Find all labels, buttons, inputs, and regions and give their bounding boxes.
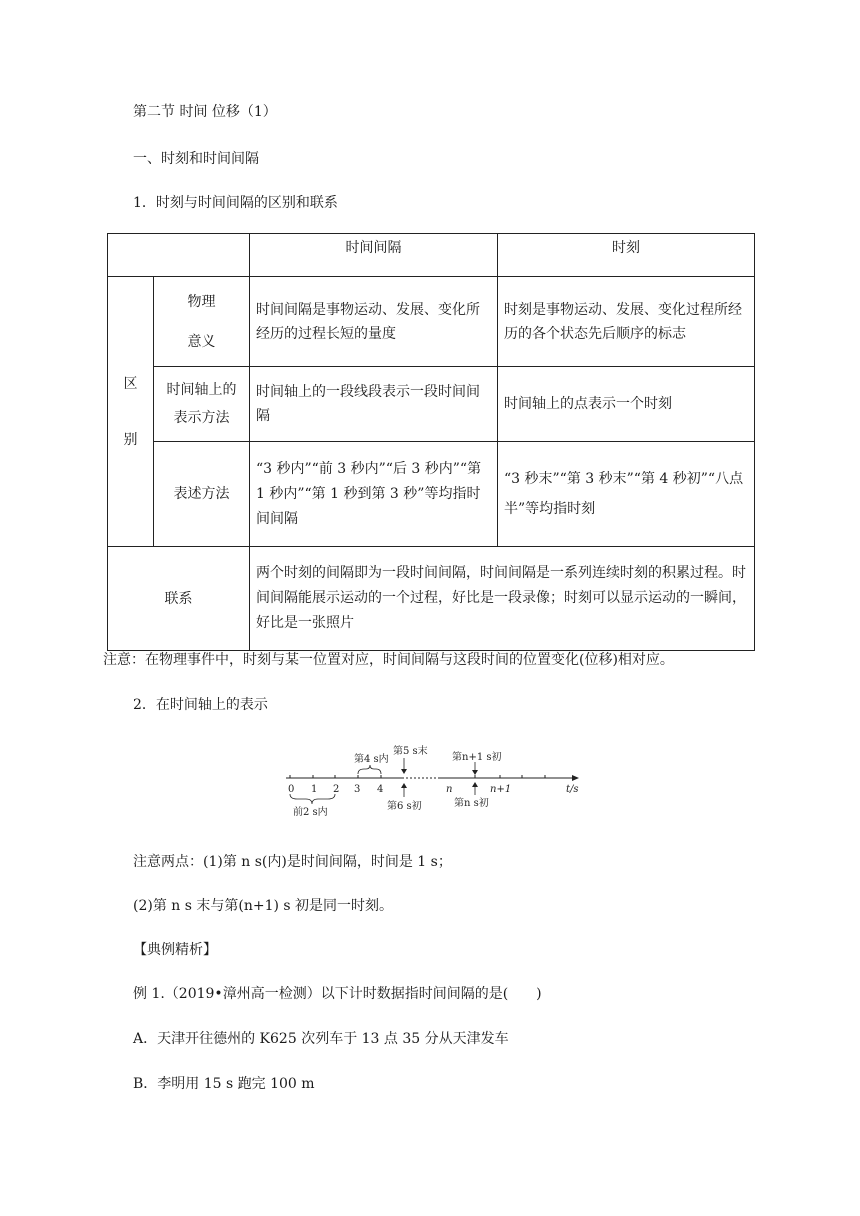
axis-arrow (572, 775, 579, 781)
label-4s-within: 第4 s内 (354, 754, 389, 765)
tick-label-3: 3 (354, 784, 361, 795)
row-label-representation: 时间轴上的 表示方法 (154, 367, 250, 442)
relation-label: 联系 (108, 547, 250, 651)
item-heading-2: 2．在时间轴上的表示 (133, 697, 268, 713)
comparison-table (107, 233, 755, 651)
relation-cell: 两个时刻的间隔即为一段时间间隔，时间间隔是一系列连续时刻的积累过程。时间间隔能展示运动的一个过程，好比是一段录像；时刻可以显示运动的一瞬间，好比是一张照片 (250, 547, 755, 651)
tick-label-0: 0 (288, 784, 295, 795)
meaning-moment-cell: 时刻是事物运动、发展、变化过程所经历的各个状态先后顺序的标志 (498, 277, 755, 367)
examples-header: 【典例精析】 (133, 942, 217, 958)
label-n-begin: 第n s初 (454, 798, 489, 809)
arrow-5s-end-head (401, 769, 407, 774)
row-label-meaning: 物理 意义 (154, 277, 250, 367)
label-first-2s: 前2 s内 (293, 807, 328, 818)
representation-interval-cell: 时间轴上的一段线段表示一段时间间隔 (250, 367, 498, 442)
label-6s-begin: 第6 s初 (387, 801, 422, 812)
page-title: 第二节 时间 位移（1） (133, 104, 277, 120)
item-heading-1: 1．时刻与时间间隔的区别和联系 (133, 195, 338, 211)
tick-label-2: 2 (333, 784, 340, 795)
brace-first-2s (290, 794, 335, 804)
tick-label-n: n (446, 784, 453, 795)
option-a: A．天津开往德州的 K625 次列车于 13 点 35 分从天津发车 (133, 1031, 509, 1047)
tick-label-n1: n+1 (490, 784, 512, 795)
example-1-question: 例 1.（2019•漳州高一检测）以下计时数据指时间间隔的是( ) (133, 986, 542, 1002)
arrow-n1-begin-head (472, 770, 478, 775)
arrow-6s-begin-head (401, 783, 407, 788)
header-moment: 时刻 (498, 234, 755, 277)
attention-point-2: (2)第 n s 末与第(n+1) s 初是同一时刻。 (133, 898, 394, 914)
brace-4s (358, 765, 381, 774)
attention-point-1: 注意两点：(1)第 n s(内)是时间间隔，时间是 1 s； (133, 854, 452, 870)
meaning-interval-cell: 时间间隔是事物运动、发展、变化所经历的过程长短的量度 (250, 277, 498, 367)
time-axis-diagram (280, 742, 590, 822)
label-n1-begin: 第n+1 s初 (452, 752, 502, 763)
header-interval: 时间间隔 (250, 234, 498, 277)
tick-label-4: 4 (377, 784, 384, 795)
option-b: B．李明用 15 s 跑完 100 m (133, 1076, 315, 1092)
section-heading: 一、时刻和时间间隔 (133, 151, 259, 167)
arrow-n-begin-head (472, 782, 478, 787)
tick-label-1: 1 (311, 784, 318, 795)
difference-label: 区 别 (108, 277, 154, 547)
label-5s-end: 第5 s末 (393, 746, 428, 757)
note-text: 注意：在物理事件中，时刻与某一位置对应，时间间隔与这段时间的位置变化(位移)相对应。 (103, 652, 674, 668)
representation-moment-cell: 时间轴上的点表示一个时刻 (498, 367, 755, 442)
table-corner-cell (108, 234, 250, 277)
expression-interval-cell: “3 秒内”“前 3 秒内”“后 3 秒内”“第 1 秒内”“第 1 秒到第 3 秒”等均指时间间隔 (250, 442, 498, 547)
row-label-expression: 表述方法 (154, 442, 250, 547)
expression-moment-cell: “3 秒末”“第 3 秒末”“第 4 秒初”“八点半”等均指时刻 (498, 442, 755, 547)
axis-unit-label: t/s (566, 784, 579, 795)
